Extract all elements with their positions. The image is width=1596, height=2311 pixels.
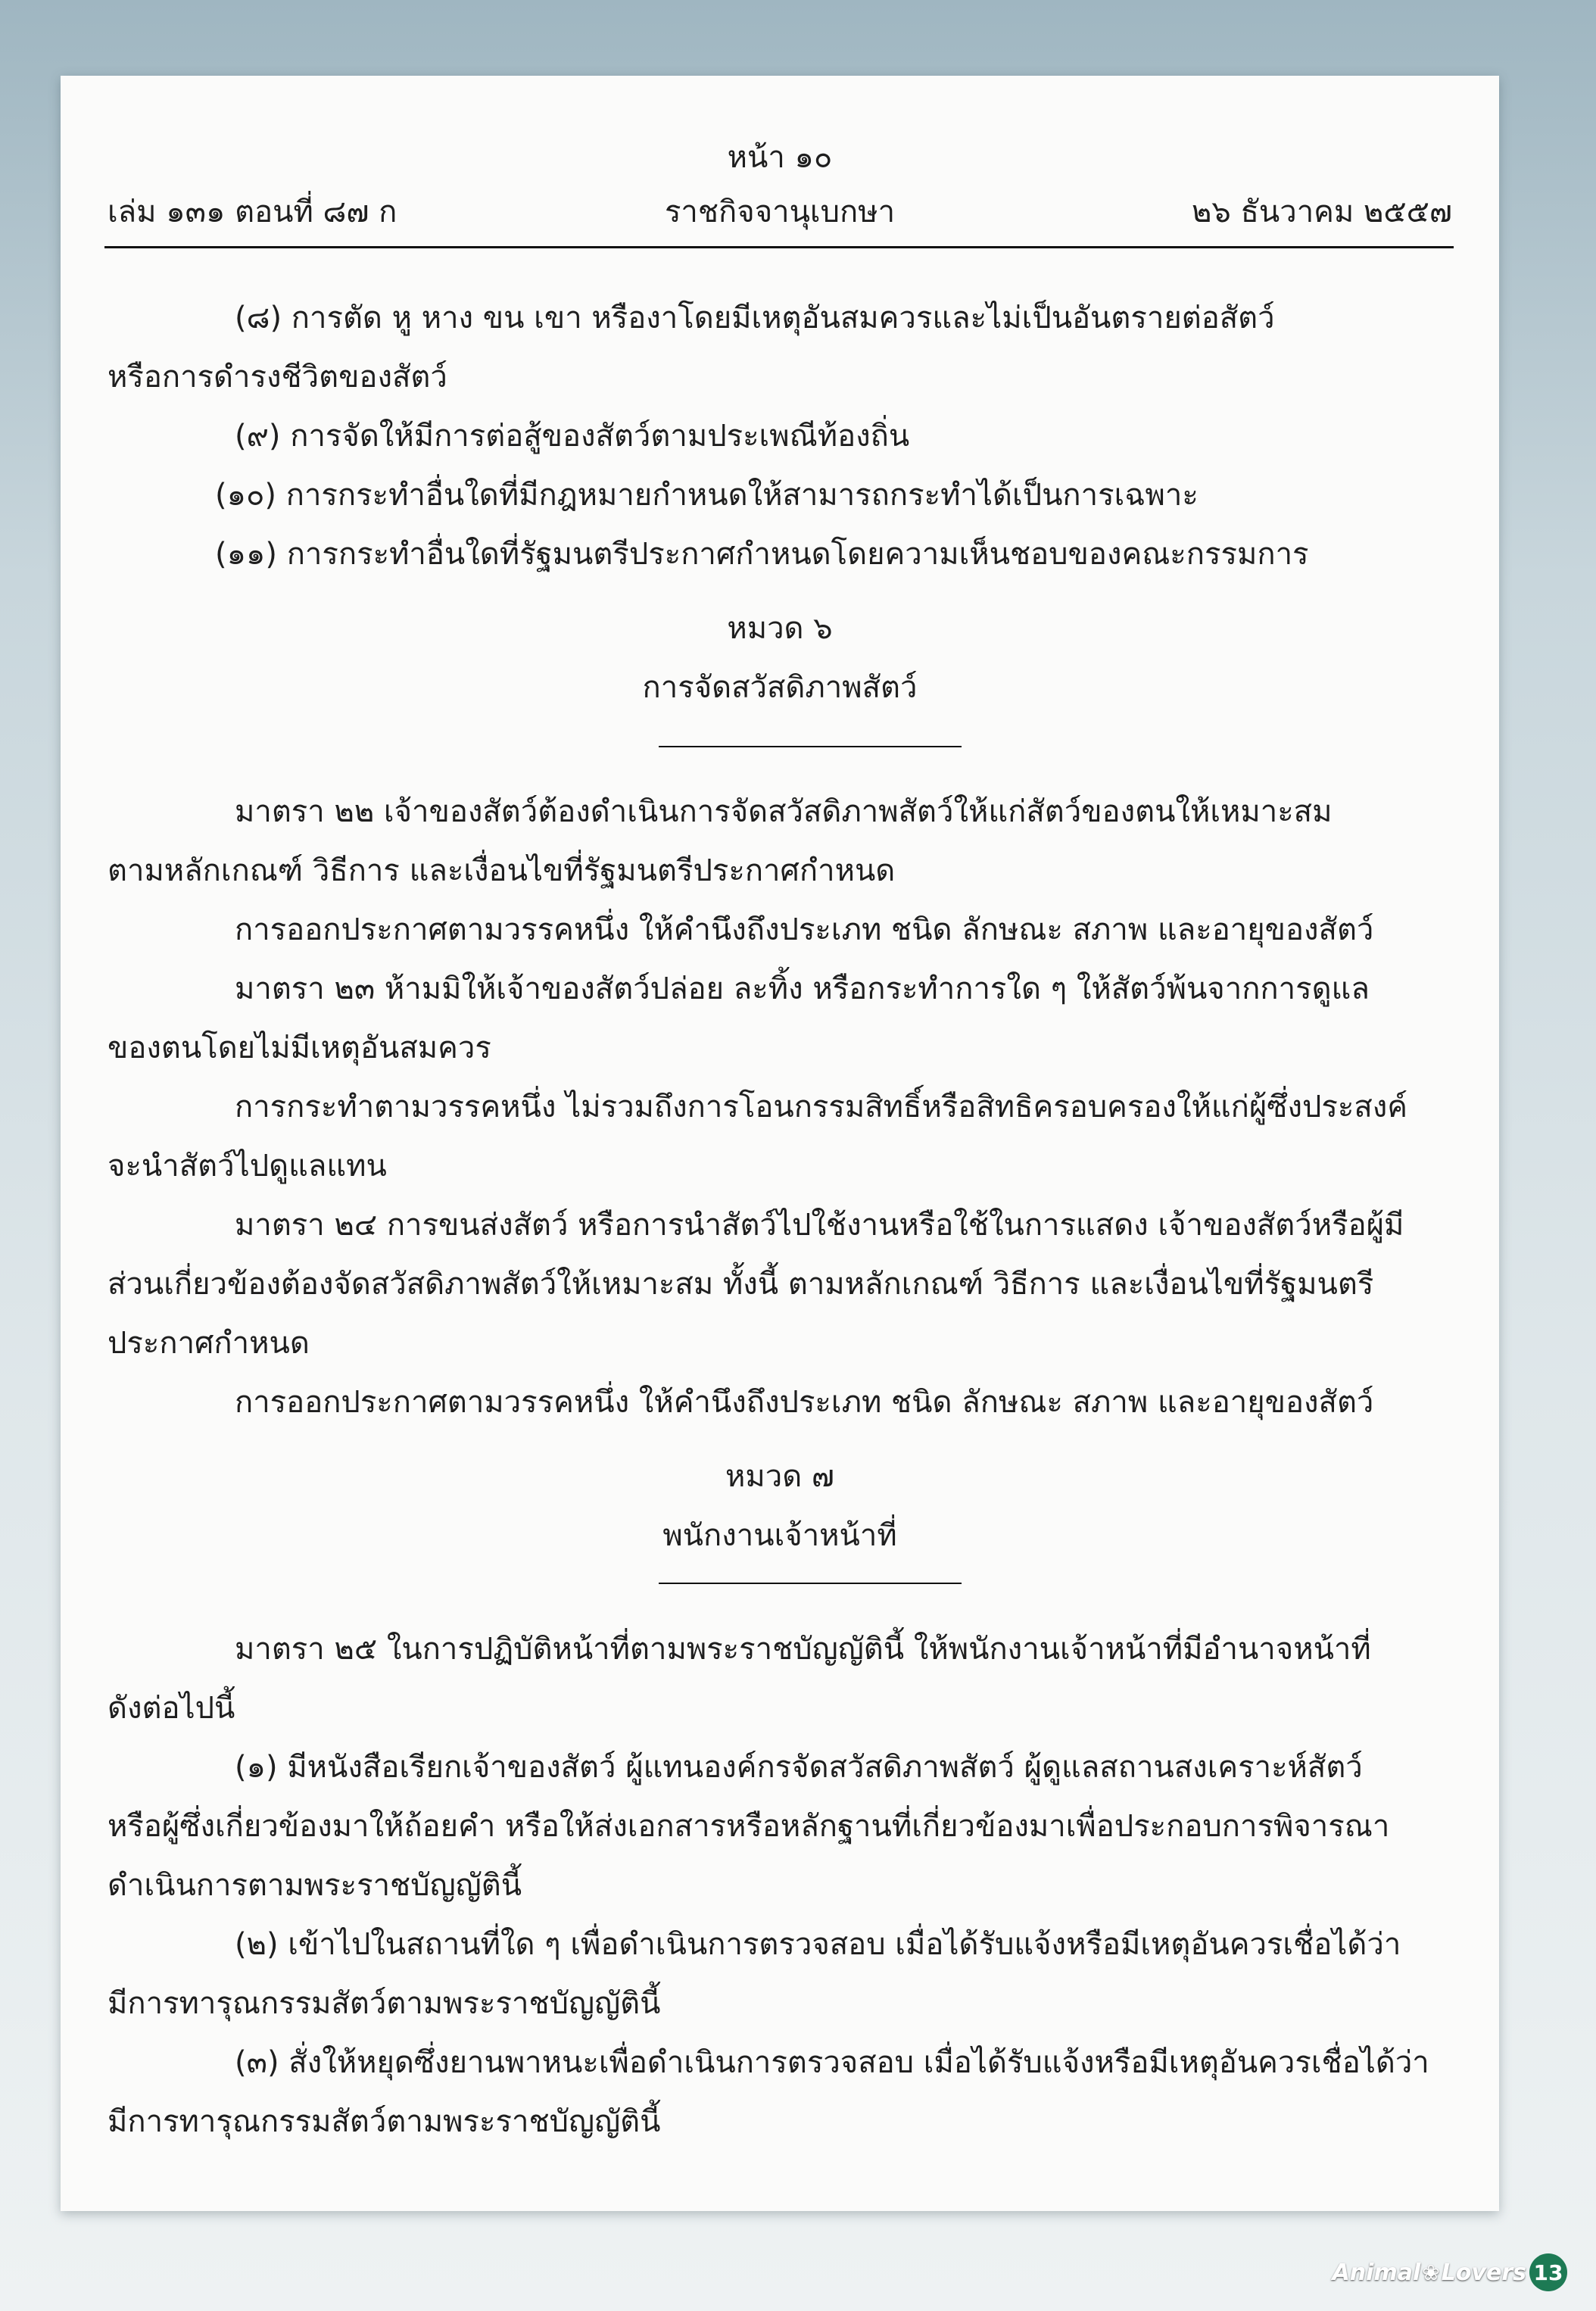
text-line: มาตรา ๒๓ ห้ามมิให้เจ้าของสัตว์ปล่อย ละทิ้ง หรือกระทำการใด ๆ ให้สัตว์พ้นจากการดูแล	[235, 971, 1370, 1006]
chapter-number: หมวด ๖	[727, 611, 833, 646]
paw-icon: ❀	[1422, 2260, 1440, 2285]
text-line: หรือผู้ซึ่งเกี่ยวข้องมาให้ถ้อยคำ หรือให้ส่งเอกสารหรือหลักฐานที่เกี่ยวข้องมาเพื่อประกอบการพิจารณา	[108, 1809, 1390, 1844]
text-line: มีการทารุณกรรมสัตว์ตามพระราชบัญญัตินี้	[108, 2104, 661, 2139]
text-line: ส่วนเกี่ยวข้องต้องจัดสวัสดิภาพสัตว์ให้เหมาะสม ทั้งนี้ ตามหลักเกณฑ์ วิธีการ และเงื่อนไขที่รัฐมนตรี	[108, 1267, 1374, 1302]
chapter-title: การจัดสวัสดิภาพสัตว์	[642, 670, 918, 705]
brand-name-right: Lovers	[1441, 2259, 1526, 2286]
text-line: มาตรา ๒๔ การขนส่งสัตว์ หรือการนำสัตว์ไปใช้งานหรือใช้ในการแสดง เจ้าของสัตว์หรือผู้มี	[235, 1208, 1404, 1243]
text-line: การกระทำตามวรรคหนึ่ง ไม่รวมถึงการโอนกรรมสิทธิ์หรือสิทธิครอบครองให้แก่ผู้ซึ่งประสงค์	[235, 1090, 1408, 1124]
text-line: ประกาศกำหนด	[108, 1326, 310, 1361]
brand-name-left: Animal	[1332, 2259, 1421, 2286]
text-line: (๘) การตัด หู หาง ขน เขา หรืองาโดยมีเหตุอันสมควรและไม่เป็นอันตรายต่อสัตว์	[235, 301, 1275, 335]
text-line: (๑๑) การกระทำอื่นใดที่รัฐมนตรีประกาศกำหนดโดยความเห็นชอบของคณะกรรมการ	[215, 537, 1309, 572]
text-line: การออกประกาศตามวรรคหนึ่ง ให้คำนึงถึงประเภท ชนิด ลักษณะ สภาพ และอายุของสัตว์	[235, 912, 1374, 947]
text-line: (๑๐) การกระทำอื่นใดที่มีกฎหมายกำหนดให้สามารถกระทำได้เป็นการเฉพาะ	[215, 478, 1199, 513]
text-line: ดังต่อไปนี้	[108, 1691, 235, 1726]
text-line: ดำเนินการตามพระราชบัญญัตินี้	[108, 1868, 522, 1903]
text-line: (๙) การจัดให้มีการต่อสู้ของสัตว์ตามประเพณีท้องถิ่น	[235, 419, 910, 454]
chapter-rule	[659, 746, 962, 747]
text-line: (๒) เข้าไปในสถานที่ใด ๆ เพื่อดำเนินการตรวจสอบ เมื่อได้รับแจ้งหรือมีเหตุอันควรเชื่อได้ว่า	[235, 1927, 1401, 1962]
text-line: (๑) มีหนังสือเรียกเจ้าของสัตว์ ผู้แทนองค์กรจัดสวัสดิภาพสัตว์ ผู้ดูแลสถานสงเคราะห์สัตว์	[235, 1750, 1363, 1785]
magazine-footer	[1333, 2253, 1567, 2291]
chapter-number: หมวด ๗	[725, 1459, 834, 1494]
page-number: หน้า ๑๐	[727, 140, 833, 175]
volume-number: เล่ม ๑๓๑ ตอนที่ ๘๗ ก	[108, 195, 397, 229]
text-line: (๓) สั่งให้หยุดซึ่งยานพาหนะเพื่อดำเนินการตรวจสอบ เมื่อได้รับแจ้งหรือมีเหตุอันควรเชื่อได้ว่า	[235, 2045, 1429, 2080]
gazette-page	[61, 76, 1499, 2211]
text-line: การออกประกาศตามวรรคหนึ่ง ให้คำนึงถึงประเภท ชนิด ลักษณะ สภาพ และอายุของสัตว์	[235, 1385, 1374, 1420]
text-line: ของตนโดยไม่มีเหตุอันสมควร	[108, 1031, 491, 1065]
text-line: มาตรา ๒๕ ในการปฏิบัติหน้าที่ตามพระราชบัญญัตินี้ ให้พนักงานเจ้าหน้าที่มีอำนาจหน้าที่	[235, 1632, 1371, 1667]
publication-date: ๒๖ ธันวาคม ๒๕๕๗	[1192, 195, 1452, 229]
publication-name: ราชกิจจานุเบกษา	[664, 195, 896, 229]
text-line: จะนำสัตว์ไปดูแลแทน	[108, 1149, 387, 1184]
magazine-page-number: 13	[1529, 2253, 1567, 2291]
chapter-title: พนักงานเจ้าหน้าที่	[662, 1518, 897, 1553]
text-line: มีการทารุณกรรมสัตว์ตามพระราชบัญญัตินี้	[108, 1986, 661, 2021]
header-rule	[104, 246, 1454, 248]
text-line: หรือการดำรงชีวิตของสัตว์	[108, 360, 447, 395]
chapter-rule	[659, 1583, 962, 1584]
text-line: ตามหลักเกณฑ์ วิธีการ และเงื่อนไขที่รัฐมนตรีประกาศกำหนด	[108, 853, 896, 888]
text-line: มาตรา ๒๒ เจ้าของสัตว์ต้องดำเนินการจัดสวัสดิภาพสัตว์ให้แก่สัตว์ของตนให้เหมาะสม	[235, 794, 1333, 829]
